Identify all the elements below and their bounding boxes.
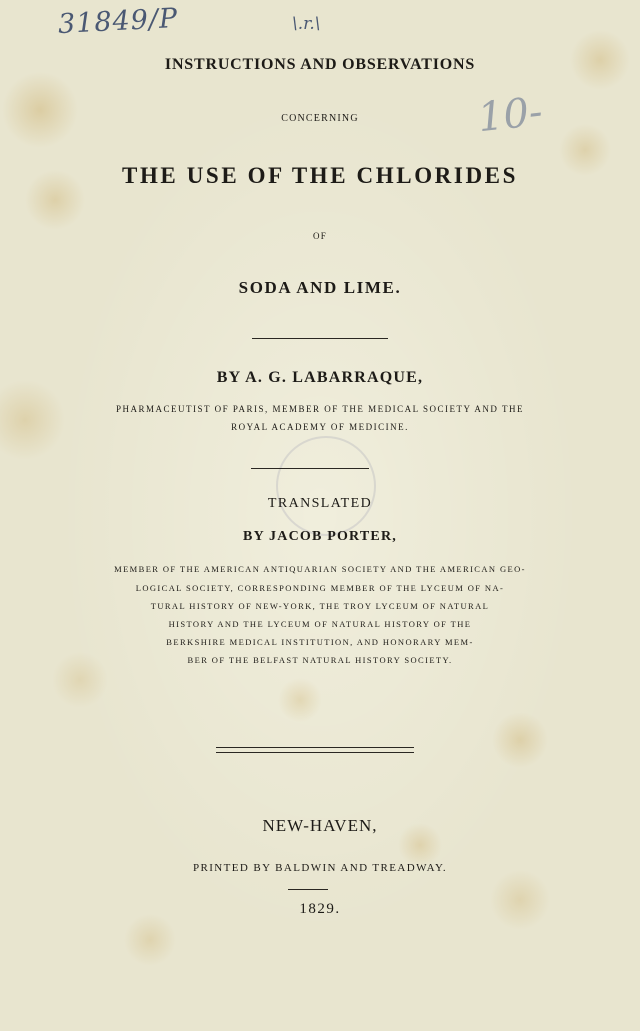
double-rule-bottom <box>216 752 414 753</box>
divider-rule <box>251 468 369 469</box>
library-stamp <box>276 436 376 536</box>
translator-credentials-line-4: HISTORY AND THE LYCEUM OF NATURAL HISTORY OF THE <box>168 619 472 629</box>
title-line-1: INSTRUCTIONS AND OBSERVATIONS <box>164 56 476 73</box>
title-line-5: SODA AND LIME. <box>238 278 402 297</box>
translator-credentials-line-2: LOGICAL SOCIETY, CORRESPONDING MEMBER OF THE LYCEUM OF NA- <box>135 583 505 593</box>
translator-credentials-line-1: MEMBER OF THE AMERICAN ANTIQUARIAN SOCIETY AND THE AMERICAN GEO- <box>114 564 526 574</box>
author-credentials-line-1: PHARMACEUTIST OF PARIS, MEMBER OF THE MEDICAL SOCIETY AND THE <box>115 404 525 414</box>
double-rule-top <box>216 747 414 748</box>
handwritten-price: 10- <box>475 88 545 142</box>
handwritten-catalog-number: 31849/P <box>57 2 179 41</box>
author-byline: BY A. G. LABARRAQUE, <box>216 369 424 386</box>
title-line-4: OF <box>313 231 327 241</box>
title-line-2: CONCERNING <box>281 113 359 124</box>
translator-credentials-line-5: BERKSHIRE MEDICAL INSTITUTION, AND HONORARY MEM- <box>166 637 474 647</box>
imprint-printer: PRINTED BY BALDWIN AND TREADWAY. <box>192 862 448 874</box>
divider-rule <box>288 889 328 890</box>
divider-rule <box>252 338 388 339</box>
author-credentials-line-2: ROYAL ACADEMY OF MEDICINE. <box>231 422 409 432</box>
handwritten-mark: \.r.\ <box>292 14 321 34</box>
imprint-place: NEW-HAVEN, <box>262 816 378 835</box>
translator-credentials-line-6: BER OF THE BELFAST NATURAL HISTORY SOCIETY. <box>187 655 453 665</box>
translator-credentials-line-3: TURAL HISTORY OF NEW-YORK, THE TROY LYCEUM OF NATURAL <box>150 601 490 611</box>
translator-byline: BY JACOB PORTER, <box>243 529 397 544</box>
translated-heading: TRANSLATED <box>267 496 373 511</box>
title-line-3: THE USE OF THE CHLORIDES <box>122 163 518 188</box>
imprint-year: 1829. <box>299 901 341 917</box>
